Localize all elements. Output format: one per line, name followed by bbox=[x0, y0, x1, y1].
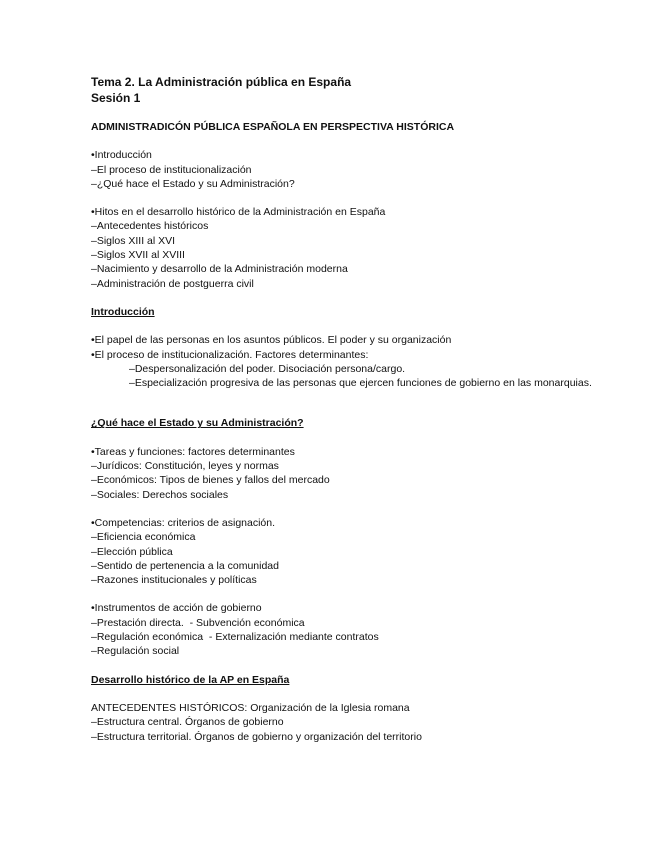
estado-heading: ¿Qué hace el Estado y su Administración? bbox=[91, 417, 304, 430]
list-item: •Instrumentos de acción de gobierno bbox=[91, 602, 262, 615]
outline-item: –El proceso de institucionalización bbox=[91, 163, 252, 176]
outline-group-2 bbox=[91, 205, 611, 291]
intro-bullet: •El proceso de institucionalización. Factores determinantes: bbox=[91, 348, 369, 361]
list-item: –Eficiencia económica bbox=[91, 531, 196, 544]
list-item: –Prestación directa. - Subvención económica bbox=[91, 616, 305, 629]
tareas-list bbox=[91, 445, 611, 502]
list-item: –Sentido de pertenencia a la comunidad bbox=[91, 559, 279, 572]
intro-subitem: –Despersonalización del poder. Disociación persona/cargo. bbox=[129, 362, 406, 375]
list-item: –Elección pública bbox=[91, 545, 173, 558]
outline-group-1 bbox=[91, 148, 611, 191]
desarrollo-heading: Desarrollo histórico de la AP en España bbox=[91, 673, 290, 686]
outline-item: •Introducción bbox=[91, 149, 152, 162]
instrumentos-list bbox=[91, 601, 611, 658]
outline-item: •Hitos en el desarrollo histórico de la Administración en España bbox=[91, 206, 386, 219]
main-heading: ADMINISTRADICÓN PÚBLICA ESPAÑOLA EN PERSPECTIVA HISTÓRICA bbox=[91, 121, 455, 133]
competencias-list bbox=[91, 516, 611, 587]
outline-item: –Administración de postguerra civil bbox=[91, 277, 254, 290]
outline-item: –Siglos XIII al XVI bbox=[91, 234, 176, 247]
intro-heading: Introducción bbox=[91, 305, 155, 318]
list-item: •Tareas y funciones: factores determinantes bbox=[91, 445, 295, 458]
desarrollo-line: ANTECEDENTES HISTÓRICOS: Organización de la Iglesia romana bbox=[91, 701, 410, 714]
outline-item: –Antecedentes históricos bbox=[91, 220, 209, 233]
intro-bullet: •El papel de las personas en los asuntos públicos. El poder y su organización bbox=[91, 334, 452, 347]
document-page bbox=[91, 74, 611, 744]
list-item: –Económicos: Tipos de bienes y fallos del mercado bbox=[91, 474, 330, 487]
outline-item: –Nacimiento y desarrollo de la Administración moderna bbox=[91, 263, 348, 276]
list-item: –Razones institucionales y políticas bbox=[91, 574, 257, 587]
desarrollo-line: –Estructura central. Órganos de gobierno bbox=[91, 716, 284, 729]
outline-item: –¿Qué hace el Estado y su Administración? bbox=[91, 177, 295, 190]
document-title: Tema 2. La Administración pública en España bbox=[91, 75, 352, 89]
desarrollo-line: –Estructura territorial. Órganos de gobierno y organización del territorio bbox=[91, 730, 422, 743]
list-item: –Regulación social bbox=[91, 645, 180, 658]
session-label: Sesión 1 bbox=[91, 91, 141, 105]
list-item: –Regulación económica - Externalización mediante contratos bbox=[91, 631, 379, 644]
list-item: –Jurídicos: Constitución, leyes y normas bbox=[91, 460, 279, 473]
outline-item: –Siglos XVII al XVIII bbox=[91, 249, 185, 262]
intro-subitem: –Especialización progresiva de las personas que ejercen funciones de gobierno en las monarquias. bbox=[129, 377, 592, 390]
list-item: –Sociales: Derechos sociales bbox=[91, 488, 229, 501]
list-item: •Competencias: criterios de asignación. bbox=[91, 516, 276, 529]
